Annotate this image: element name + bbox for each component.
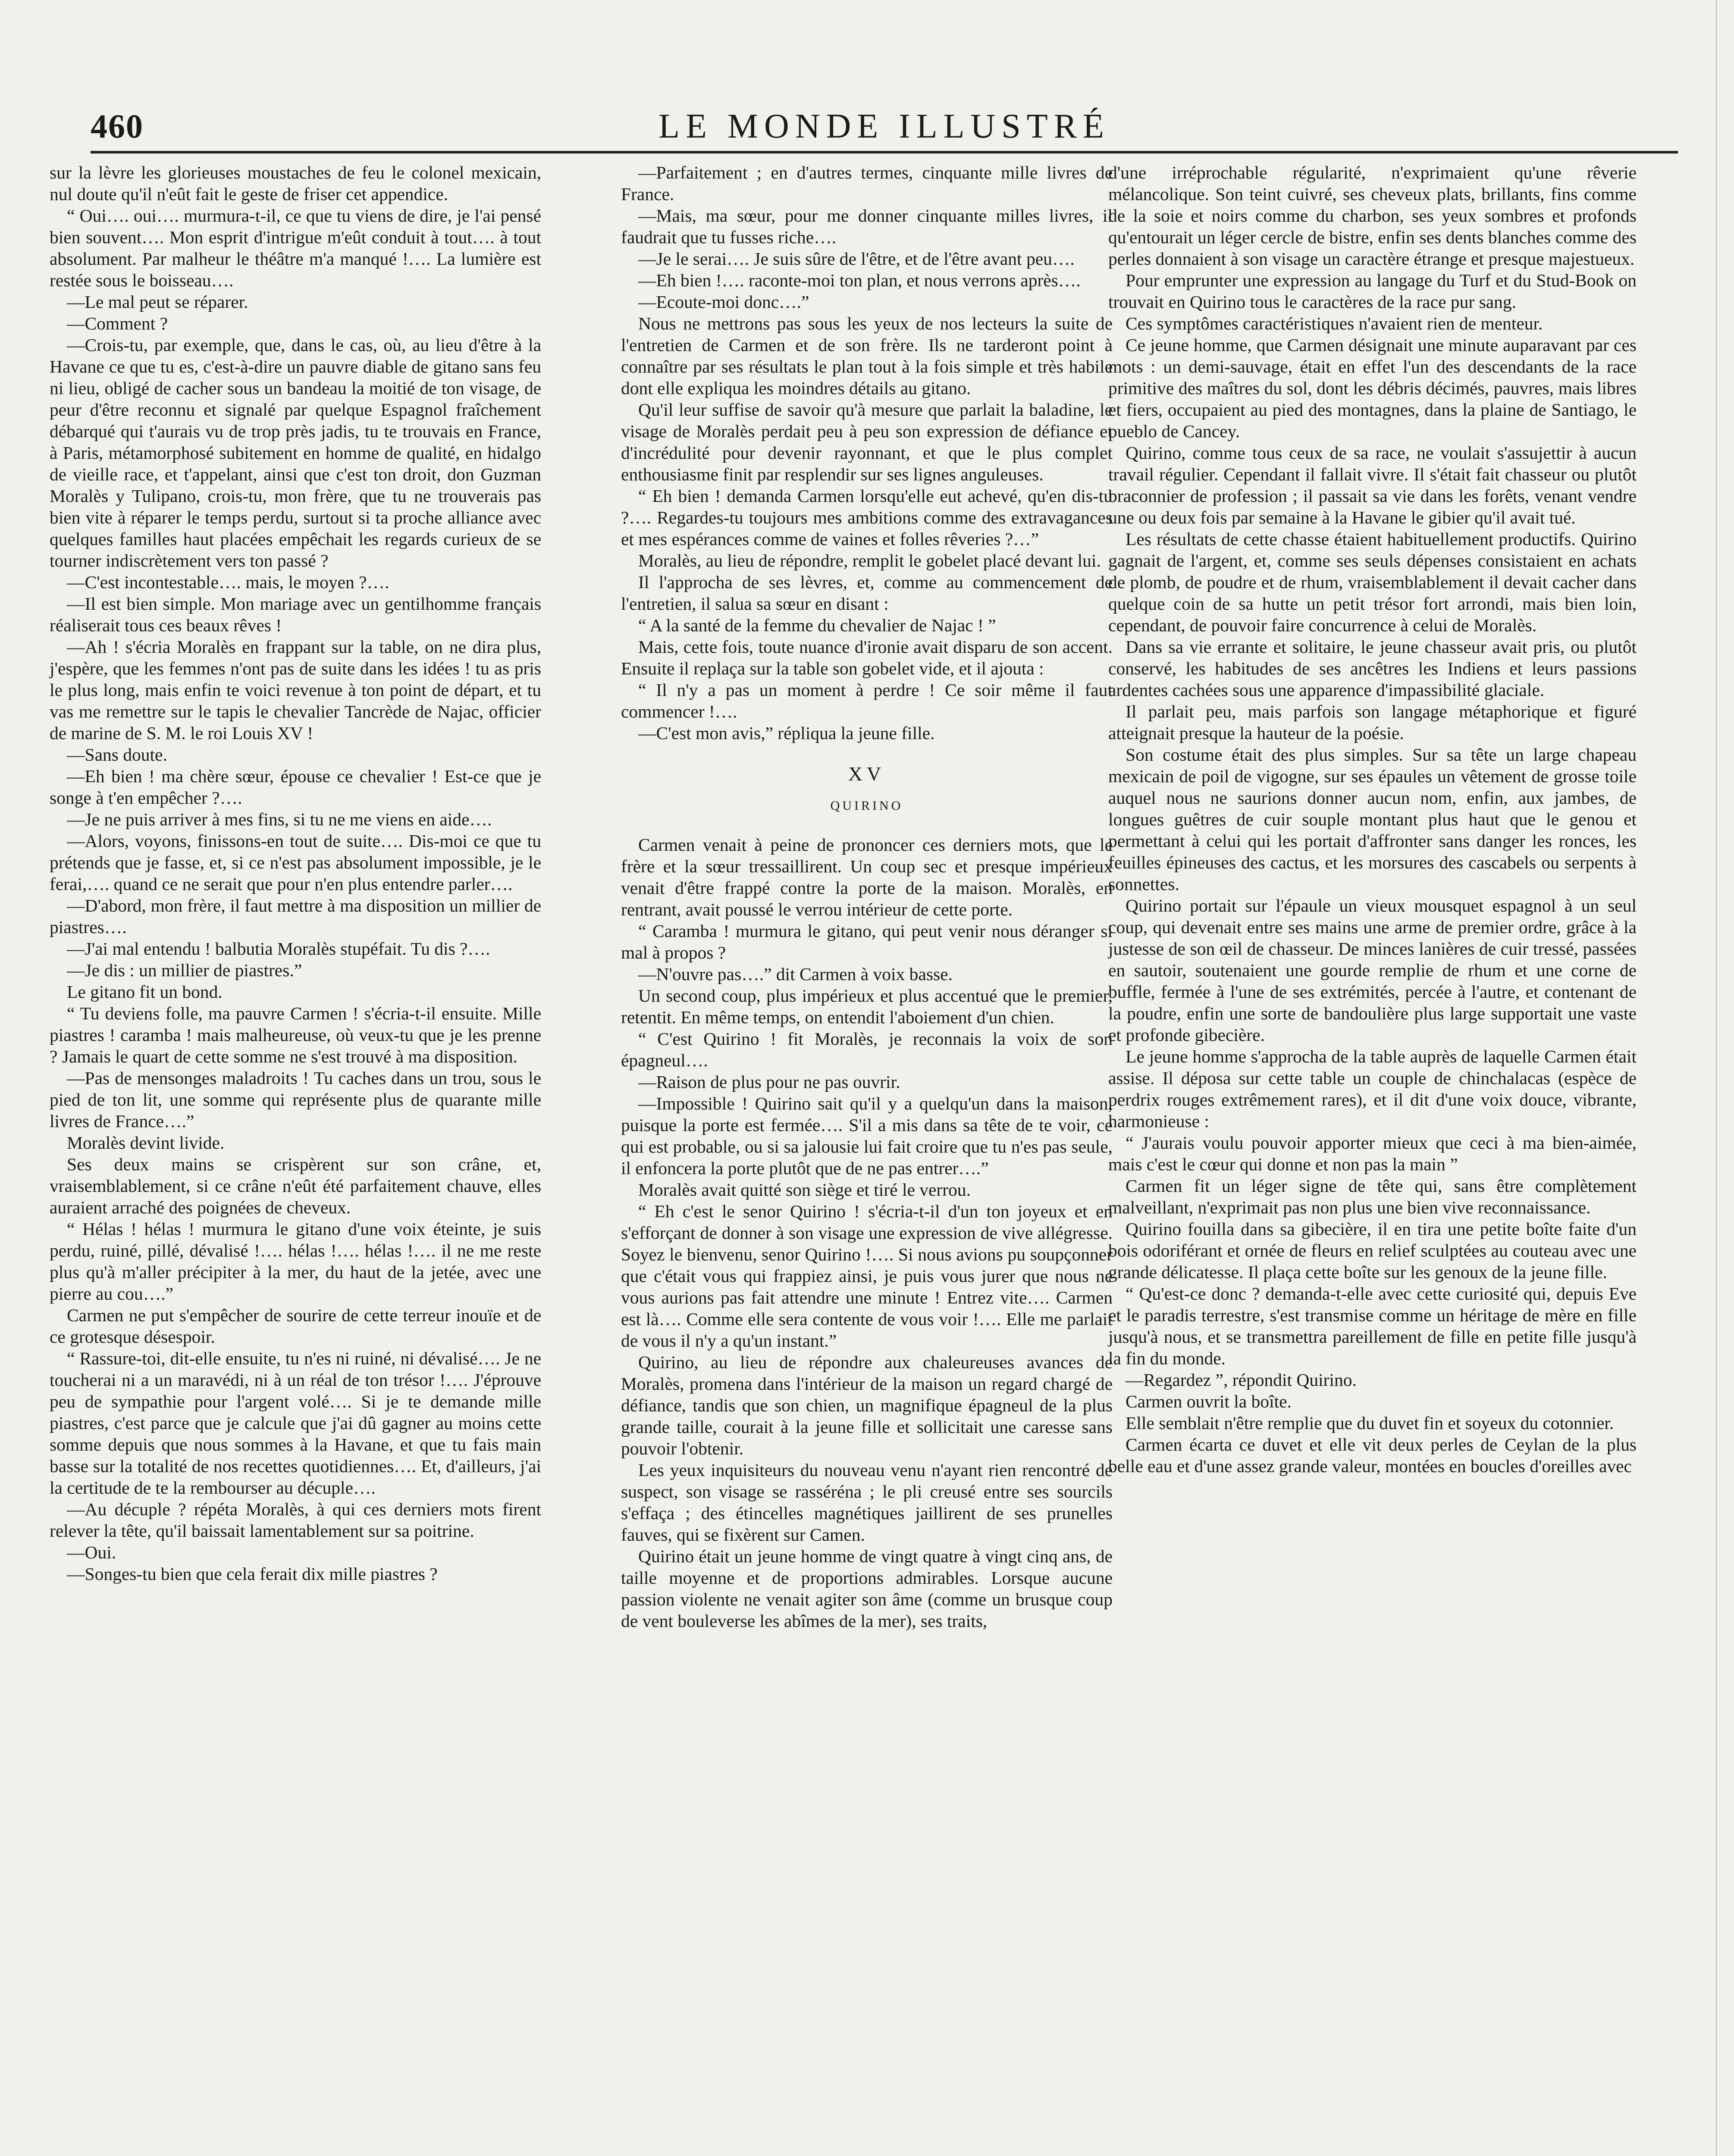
paragraph: —Sans doute. <box>67 745 167 765</box>
paragraph: Moralès avait quitté son siège et tiré le verrou. <box>638 1180 971 1200</box>
paragraph: Quirino était un jeune homme de vingt quatre à vingt cinq ans, de taille moyenne et de proportions admirables. Lorsque aucune passion violente ne venait agiter son âme (comme un brusque coup de vent bouleverse les abîmes de la mer), ses traits, <box>621 1546 1113 1631</box>
paragraph: —Il est bien simple. Mon mariage avec un gentilhomme français réaliserait tous ces beaux rêves ! <box>50 594 541 635</box>
paragraph: —Oui. <box>67 1542 116 1562</box>
paragraph: “ Rassure-toi, dit-elle ensuite, tu n'es ni ruiné, ni dévalisé…. Je ne toucherai ni a un maravédi, ni à un réal de ton trésor !…. J'éprouve peu de sympathie pour l'argent volé…. Si je te demande mille piastres, c'est parce que je calcule que j'ai dû gagner au moins cette somme depuis que nous sommes à la Havane, et que tu fais main basse sur la totalité de nos recettes quotidiennes…. Et, d'ailleurs, j'ai la certitude de te la rembourser au décuple…. <box>50 1348 541 1498</box>
paragraph: Carmen ouvrit la boîte. <box>1126 1391 1292 1411</box>
paragraph: Quirino, comme tous ceux de sa race, ne voulait s'assujettir à aucun travail régulier. Cependant il fallait vivre. Il s'était fait chasseur ou plutôt braconnier de profession ; il passait sa vie dans les forêts, venant vendre une ou deux fois par semaine à la Havane le gibier qu'il avait tué. <box>1108 443 1637 527</box>
paragraph: Ce jeune homme, que Carmen désignait une minute auparavant par ces mots : un demi-sauvage, était en effet l'un des descendants de la race primitive des maîtres du sol, dont les débris décimés, pauvres, mais libres et fiers, occupaient au pied des montagnes, dans la plaine de Santiago, le pueblo de Cancey. <box>1108 335 1637 441</box>
paragraph: —Je le serai…. Je suis sûre de l'être, et de l'être avant peu…. <box>638 249 1075 269</box>
column-right <box>1108 162 1637 1477</box>
section-number: XV <box>848 763 886 785</box>
column-middle <box>621 162 1113 1632</box>
paragraph: “ Oui…. oui…. murmura-t-il, ce que tu viens de dire, je l'ai pensé bien souvent…. Mon esprit d'intrigue m'eût conduit à tout…. à tout absolument. Par malheur le théâtre m'a manqué !…. La lumière est restée sous le boisseau…. <box>50 206 541 290</box>
paragraph: Mais, cette fois, toute nuance d'ironie avait disparu de son accent. Ensuite il replaça sur la table son gobelet vide, et il ajouta : <box>621 637 1113 678</box>
paragraph: —Ah ! s'écria Moralès en frappant sur la table, on ne dira plus, j'espère, que les femmes n'ont pas de suite dans les idées ! tu as pris le plus long, mais enfin te voici revenue à ton point de départ, et tu vas me remettre sur le tapis le chevalier Tancrède de Najac, officier de marine de S. M. le roi Louis XV ! <box>50 637 541 743</box>
paragraph: —Pas de mensonges maladroits ! Tu caches dans un trou, sous le pied de ton lit, une somme qui représente plus de quarante mille livres de France….” <box>50 1068 541 1131</box>
paragraph: —Je dis : un millier de piastres.” <box>67 960 302 980</box>
paragraph: —Crois-tu, par exemple, que, dans le cas, où, au lieu d'être à la Havane ce que tu es, c'est-à-dire un pauvre diable de gitano sans feu ni lieu, obligé de cacher sous un bandeau la moitié de ton visage, de peur d'être reconnu et signalé par quelque Espagnol fraîchement débarqué qui t'aurais vu de trop près jadis, tu te trouvais en France, à Paris, métamorphosé subitement en homme de qualité, en hidalgo de vieille race, et t'appelant, ainsi que c'est ton droit, don Guzman Moralès y Tulipano, crois-tu, mon frère, que tu ne trouverais pas bien vite à réparer le temps perdu, surtout si ta proche alliance avec quelques familles haut placées empêchait les regards curieux de se tourner indiscrètement vers ton passé ? <box>50 335 541 570</box>
column-middle-after <box>621 834 1113 1632</box>
paragraph: —Eh bien !…. raconte-moi ton plan, et nous verrons après…. <box>638 270 1081 290</box>
paragraph: Un second coup, plus impérieux et plus accentué que le premier, retentit. En même temps, on entendit l'aboiement d'un chien. <box>621 986 1113 1027</box>
running-title: LE MONDE ILLUSTRÉ <box>658 107 1110 145</box>
paragraph: —Le mal peut se réparer. <box>67 292 248 312</box>
page-header <box>91 103 1678 154</box>
paragraph: Le jeune homme s'approcha de la table auprès de laquelle Carmen était assise. Il déposa sur cette table un couple de chinchalacas (espèce de perdrix rouges extrêmement rares), et il dit d'une voix douce, vibrante, harmonieuse : <box>1108 1047 1637 1131</box>
paragraph: Pour emprunter une expression au langage du Turf et du Stud-Book on trouvait en Quirino tous le caractères de la race pur sang. <box>1108 270 1637 312</box>
paragraph: Ces symptômes caractéristiques n'avaient rien de menteur. <box>1126 313 1543 333</box>
paragraph: —Mais, ma sœur, pour me donner cinquante milles livres, il faudrait que tu fusses riche…. <box>621 206 1113 247</box>
paragraph: “ J'aurais voulu pouvoir apporter mieux que ceci à ma bien-aimée, mais c'est le cœur qui donne et non pas la main ” <box>1108 1133 1637 1174</box>
paragraph: “ A la santé de la femme du chevalier de Najac ! ” <box>638 615 996 635</box>
section-title: QUIRINO <box>830 799 903 813</box>
paragraph: —Au décuple ? répéta Moralès, à qui ces derniers mots firent relever la tête, qu'il baissait lamentablement sur sa poitrine. <box>50 1499 541 1541</box>
page-number: 460 <box>91 107 144 145</box>
paragraph: Carmen venait à peine de prononcer ces derniers mots, que le frère et la sœur tressaillirent. Un coup sec et presque impérieux venait d'être frappé contre la porte de la maison. Moralès, en rentrant, avait poussé le verrou intérieur de cette porte. <box>621 835 1113 919</box>
paragraph: —Je ne puis arriver à mes fins, si tu ne me viens en aide…. <box>67 809 492 829</box>
paragraph: Carmen écarta ce duvet et elle vit deux perles de Ceylan de la plus belle eau et d'une assez grande valeur, montées en boucles d'oreilles avec <box>1108 1435 1637 1476</box>
paragraph: sur la lèvre les glorieuses moustaches de feu le colonel mexicain, nul doute qu'il n'eût fait le geste de friser cet appendice. <box>50 163 541 204</box>
paragraph: —D'abord, mon frère, il faut mettre à ma disposition un millier de piastres…. <box>50 896 541 937</box>
paragraph: Carmen ne put s'empêcher de sourire de cette terreur inouïe et de ce grotesque désespoir. <box>50 1305 541 1347</box>
paragraph: —Regardez ”, répondit Quirino. <box>1126 1370 1357 1390</box>
paragraph: —Impossible ! Quirino sait qu'il y a quelqu'un dans la maison, puisque la porte est fermée…. S'il a mis dans sa tête de te voir, ce qui est probable, ou si sa jalousie lui fait croire que tu n'es pas seule, il enfoncera la porte plutôt que de ne pas entrer….” <box>621 1094 1113 1178</box>
paragraph: —Alors, voyons, finissons-en tout de suite…. Dis-moi ce que tu prétends que je fasse, et, si ce n'est pas absolument impossible, je le ferai,…. quand ce ne serait que pour n'en plus entendre parler…. <box>50 831 541 894</box>
column-middle-before <box>621 162 1113 744</box>
paragraph: Quirino, au lieu de répondre aux chaleureuses avances de Moralès, promena dans l'intérieur de la maison un regard chargé de défiance, tandis que son chien, un magnifique épagneul de la plus grande taille, courait à la jeune fille et sollicitait une caresse sans pouvoir l'obtenir. <box>621 1352 1113 1458</box>
paragraph: Moralès devint livide. <box>67 1133 225 1153</box>
paragraph: —Eh bien ! ma chère sœur, épouse ce chevalier ! Est-ce que je songe à t'en empêcher ?…. <box>50 766 541 808</box>
paragraph: Ses deux mains se crispèrent sur son crâne, et, vraisemblablement, si ce crâne n'eût été parfaitement chauve, elles auraient arraché des poignées de cheveux. <box>50 1154 541 1217</box>
page-edge <box>1716 0 1717 2156</box>
paragraph: “ Caramba ! murmura le gitano, qui peut venir nous déranger si mal à propos ? <box>621 921 1113 962</box>
paragraph: Quirino portait sur l'épaule un vieux mousquet espagnol à un seul coup, qui devenait entre ses mains une arme de premier ordre, grâce à la justesse de son œil de chasseur. De minces lanières de cuir tressé, passées en sautoir, soutenaient une gourde remplie de rhum et une corne de buffle, fermée à l'une de ses extrémités, percée à l'autre, et contenant de la poudre, enfin une sorte de bandoulière plus large supportait une vaste et profonde gibecière. <box>1108 896 1637 1045</box>
paragraph: “ Eh c'est le senor Quirino ! s'écria-t-il d'un ton joyeux et en s'efforçant de donner à son visage une expression de vive allégresse. Soyez le bienvenu, senor Quirino !…. Si nous avions pu soupçonner que c'était vous qui frappiez ainsi, je puis vous jurer que nous ne vous aurions pas fait attendre une minute ! Entrez vite…. Carmen est là…. Comme elle sera contente de vous voir !…. Elle me parlait de vous il n'y a qu'un instant.” <box>621 1201 1113 1351</box>
paragraph: Nous ne mettrons pas sous les yeux de nos lecteurs la suite de l'entretien de Carmen et de son frère. Ils ne tarderont point à connaître par ses résultats le plan tout à la fois simple et très habile dont elle expliqua les moindres détails au gitano. <box>621 313 1113 398</box>
paragraph: Elle semblait n'être remplie que du duvet fin et soyeux du cotonnier. <box>1126 1413 1614 1433</box>
paragraph: —J'ai mal entendu ! balbutia Moralès stupéfait. Tu dis ?…. <box>67 939 490 959</box>
column-left <box>50 162 541 1585</box>
paragraph: —Ecoute-moi donc….” <box>638 292 809 312</box>
paragraph: Il parlait peu, mais parfois son langage métaphorique et figuré atteignait presque la hauteur de la poésie. <box>1108 702 1637 743</box>
paragraph: —Comment ? <box>67 313 168 333</box>
paragraph: Le gitano fit un bond. <box>67 982 223 1002</box>
paragraph: —C'est mon avis,” répliqua la jeune fille. <box>638 723 935 743</box>
paragraph: “ Hélas ! hélas ! murmura le gitano d'une voix éteinte, je suis perdu, ruiné, pillé, dévalisé !…. hélas !…. hélas !…. il ne me reste plus qu'à m'aller précipiter à la mer, du haut de la jetée, avec une pierre au cou….” <box>50 1219 541 1304</box>
paragraph: Quirino fouilla dans sa gibecière, il en tira une petite boîte faite d'un bois odoriférant et ornée de fleurs en relief sculptées au couteau avec une grande délicatesse. Il plaça cette boîte sur les genoux de la jeune fille. <box>1108 1219 1637 1282</box>
paragraph: “ Qu'est-ce donc ? demanda-t-elle avec cette curiosité qui, depuis Eve et le paradis terrestre, s'est transmise comme un héritage de mère en fille jusqu'à nous, et se transmettra pareillement de fille en petite fille jusqu'à la fin du monde. <box>1108 1284 1637 1368</box>
paragraph: Les résultats de cette chasse étaient habituellement productifs. Quirino gagnait de l'argent, et, comme ses seuls dépenses consistaient en achats de plomb, de poudre et de rhum, vraisemblablement il devait cacher dans quelque coin de sa hutte un petit trésor fort arrondi, mais bien loin, cependant, de pouvoir faire concurrence à celui de Moralès. <box>1108 529 1637 635</box>
paragraph: Carmen fit un léger signe de tête qui, sans être complètement malveillant, n'exprimait pas non plus une bien vive reconnaissance. <box>1108 1176 1637 1217</box>
paragraph: Dans sa vie errante et solitaire, le jeune chasseur avait pris, ou plutôt conservé, les habitudes de ses ancêtres les Indiens et leurs passions ardentes cachées sous une apparence d'impassibilité glaciale. <box>1108 637 1637 700</box>
paragraph: “ C'est Quirino ! fit Moralès, je reconnais la voix de son épagneul…. <box>621 1029 1113 1070</box>
paragraph: “ Il n'y a pas un moment à perdre ! Ce soir même il faut commencer !…. <box>621 680 1113 721</box>
paragraph: —Raison de plus pour ne pas ouvrir. <box>638 1072 900 1092</box>
paragraph: Moralès, au lieu de répondre, remplit le gobelet placé devant lui. <box>638 551 1101 570</box>
paragraph: —Songes-tu bien que cela ferait dix mille piastres ? <box>67 1564 438 1584</box>
paragraph: —C'est incontestable…. mais, le moyen ?…. <box>67 572 389 592</box>
paragraph: Les yeux inquisiteurs du nouveau venu n'ayant rien rencontré de suspect, son visage se rasséréna ; le pli creusé entre ses sourcils s'effaça ; des étincelles magnétiques jaillirent de ses prunelles fauves, qui se fixèrent sur Camen. <box>621 1460 1113 1545</box>
paragraph: “ Eh bien ! demanda Carmen lorsqu'elle eut achevé, qu'en dis-tu ?…. Regardes-tu toujours mes ambitions comme des extravagances et mes espérances comme de vaines et folles rêveries ?…” <box>621 486 1113 549</box>
paragraph: Il l'approcha de ses lèvres, et, comme au commencement de l'entretien, il salua sa sœur en disant : <box>621 572 1113 614</box>
paragraph: “ Tu deviens folle, ma pauvre Carmen ! s'écria-t-il ensuite. Mille piastres ! caramba ! mais malheureuse, où veux-tu que je les prenne ? Jamais le quart de cette somme ne s'est trouvé à ma disposition. <box>50 1003 541 1066</box>
paragraph: —Parfaitement ; en d'autres termes, cinquante mille livres de France. <box>621 163 1113 204</box>
paragraph: —N'ouvre pas….” dit Carmen à voix basse. <box>638 964 953 984</box>
paragraph: d'une irréprochable régularité, n'exprimaient qu'une rêverie mélancolique. Son teint cuivré, ses cheveux plats, brillants, fins comme de la soie et noirs comme du charbon, ses yeux sombres et profonds qu'entourait un léger cercle de bistre, enfin ses dents blanches comme des perles donnaient à son visage un caractère étrange et presque majestueux. <box>1108 163 1637 269</box>
paragraph: Qu'il leur suffise de savoir qu'à mesure que parlait la baladine, le visage de Moralès perdait peu à peu son expression de défiance et d'incrédulité pour devenir rayonnant, et que le plus complet enthousiasme finit par resplendir sur ses lignes anguleuses. <box>621 400 1113 484</box>
paragraph: Son costume était des plus simples. Sur sa tête un large chapeau mexicain de poil de vigogne, sur ses épaules un vêtement de grosse toile auquel nous ne saurions donner aucun nom, enfin, aux jambes, de longues guêtres de cuir souple montant plus haut que le genou et permettant à celui qui les portait d'affronter sans danger les ronces, les feuilles épineuses des cactus, et les morsures des cascabels ou serpents à sonnettes. <box>1108 745 1637 894</box>
